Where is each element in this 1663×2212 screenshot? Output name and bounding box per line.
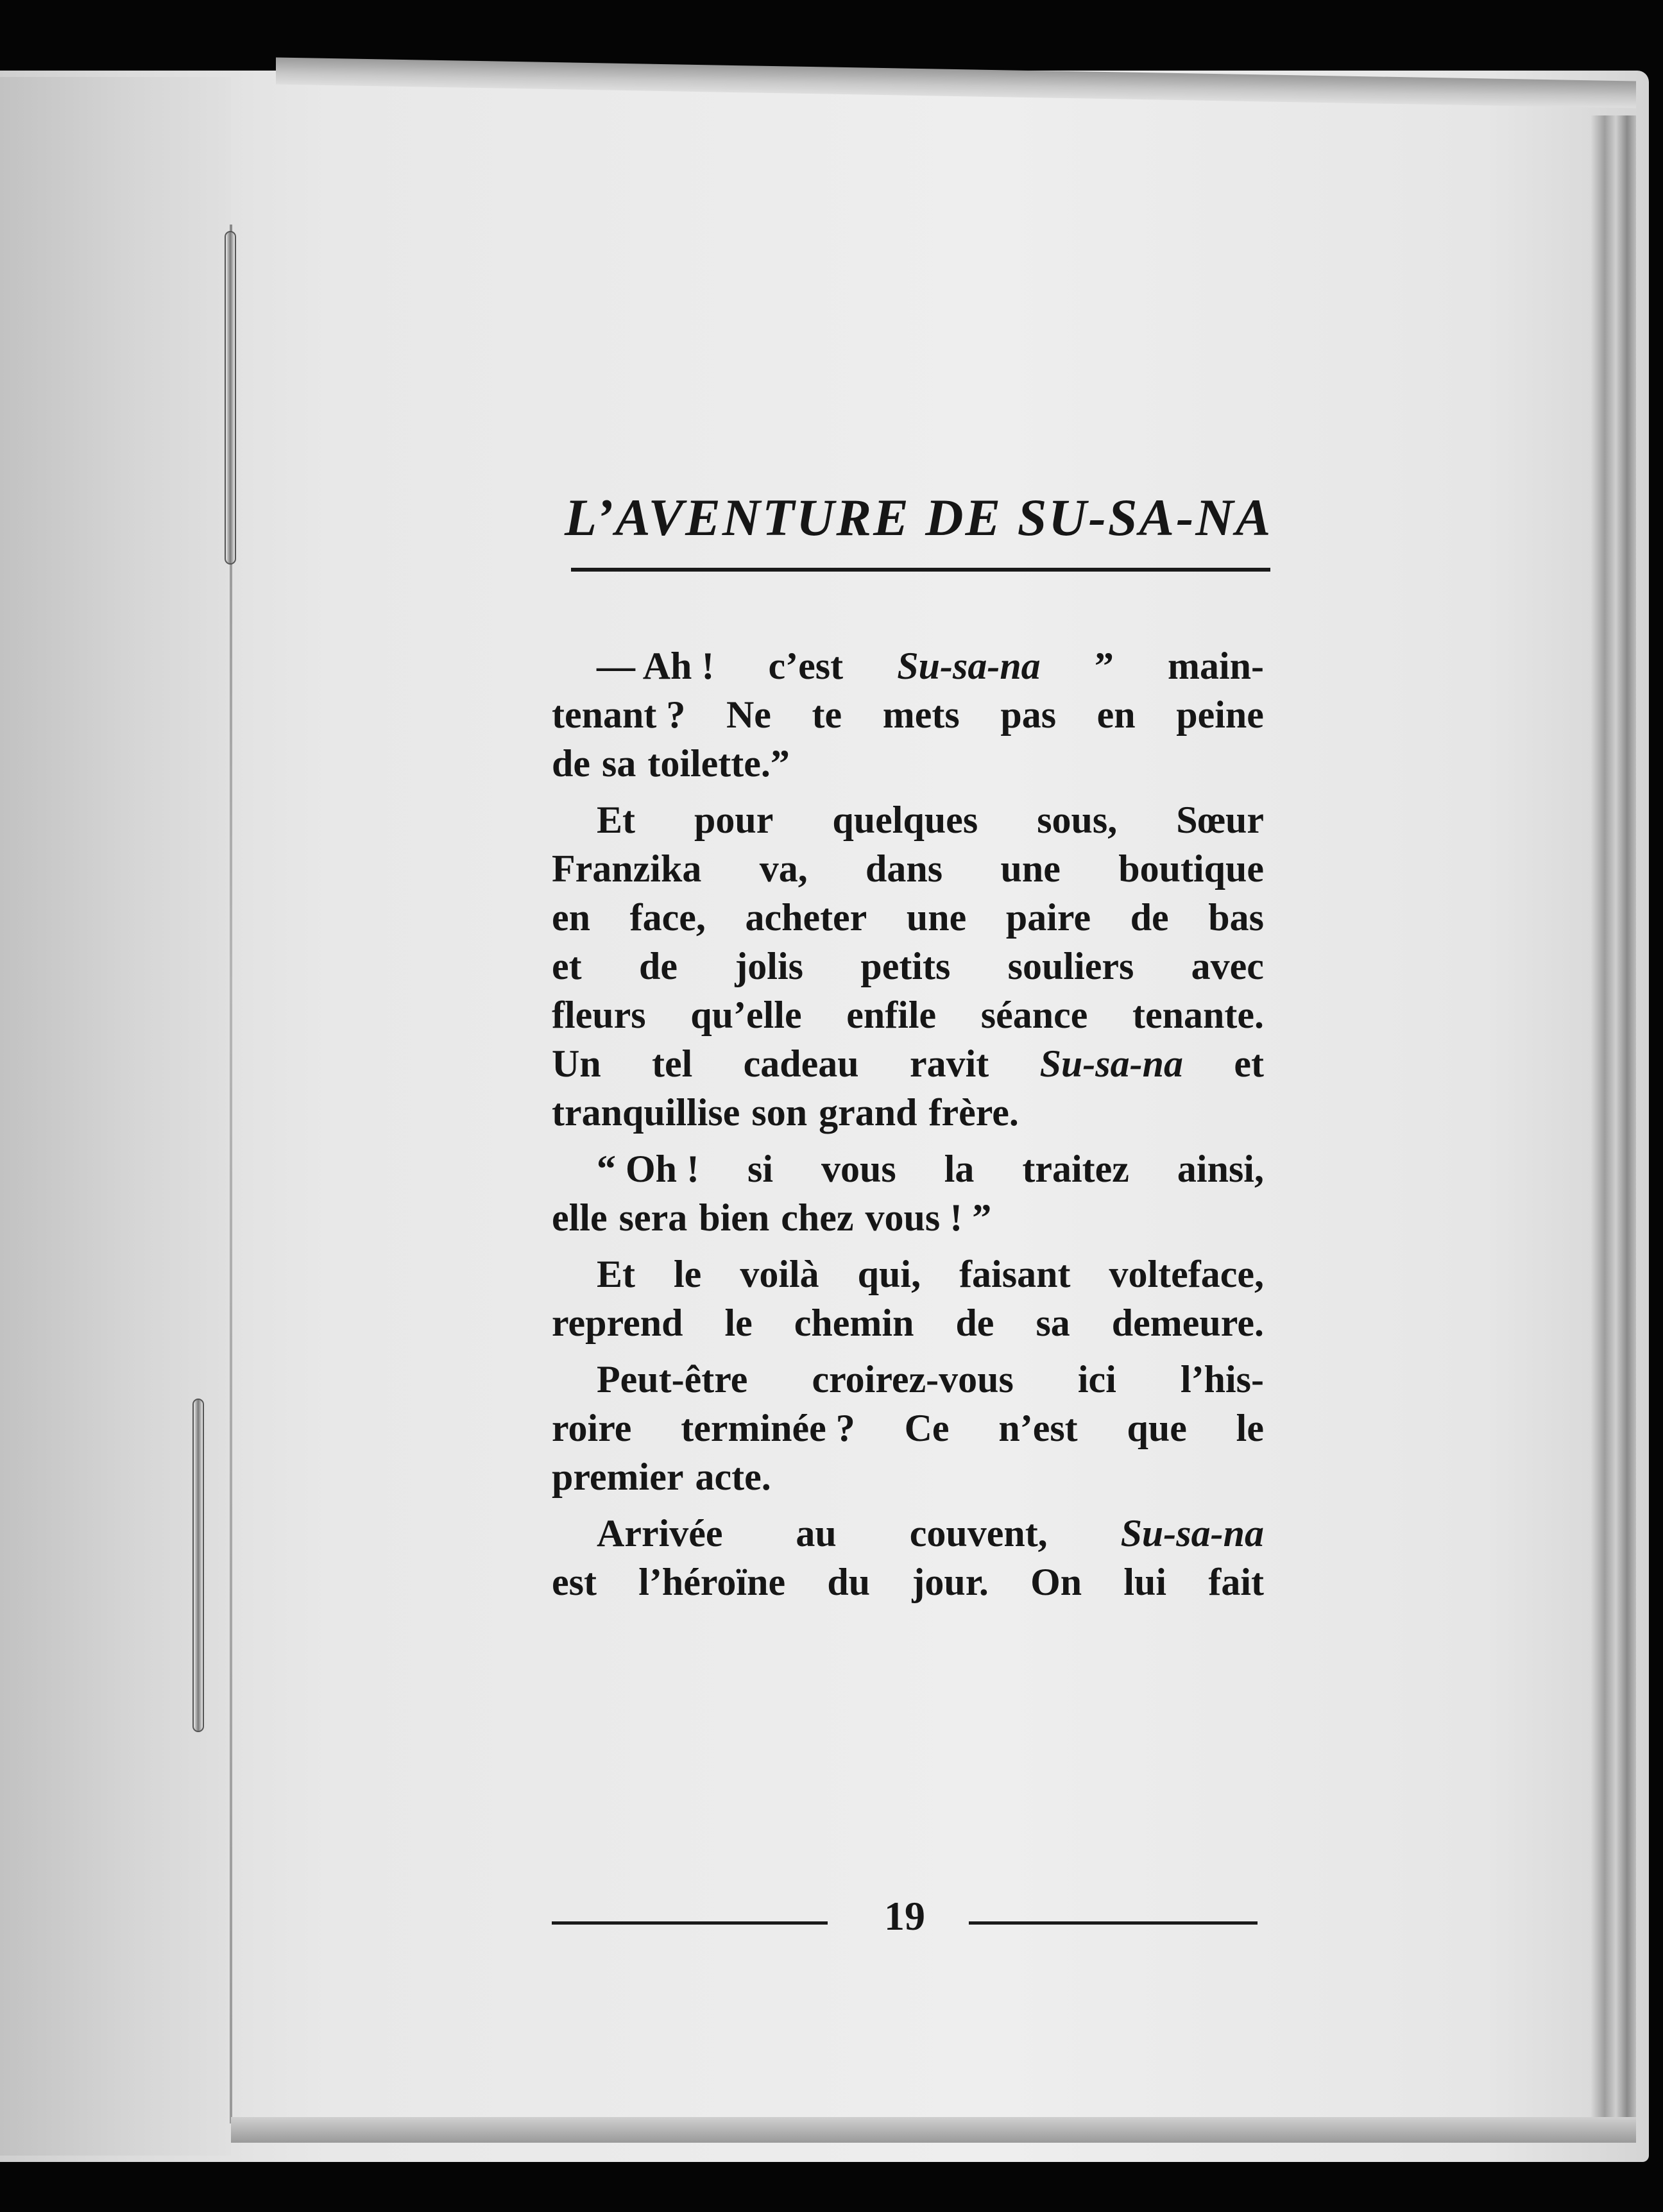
text-word: du: [827, 1561, 871, 1603]
text-word: faisant: [959, 1253, 1071, 1295]
text-word: lui: [1123, 1561, 1167, 1603]
text-word: premier: [552, 1456, 684, 1498]
text-word: cadeau: [743, 1042, 859, 1085]
text-word: une: [1000, 847, 1061, 890]
footer-rule-left: [552, 1921, 828, 1925]
text-word: n’est: [998, 1407, 1078, 1449]
text-word: le: [724, 1302, 753, 1344]
text-word: la: [944, 1148, 975, 1190]
text-line: [552, 1088, 1264, 1137]
binding-stitch-upper: [225, 231, 236, 565]
text-word: Un: [552, 1042, 601, 1085]
text-word: tenante.: [1132, 994, 1264, 1036]
text-word: une: [906, 896, 967, 939]
text-word: terminée ?: [681, 1407, 855, 1449]
text-word: de: [638, 945, 678, 987]
text-word: pas: [1000, 693, 1057, 736]
text-word: l’héroïne: [638, 1561, 786, 1603]
text-word: volteface,: [1109, 1253, 1264, 1295]
text-word: fleurs: [552, 994, 646, 1036]
text-word: va,: [759, 847, 808, 890]
text-word: qu’elle: [690, 994, 802, 1036]
text-word: ici: [1077, 1358, 1116, 1400]
text-word: couvent,: [909, 1512, 1048, 1554]
running-head: L’AVENTURE DE SU-SA-NA: [565, 488, 1273, 547]
text-word: traitez: [1022, 1148, 1129, 1190]
text-word: le: [674, 1253, 702, 1295]
text-word: paire: [1005, 896, 1091, 939]
page-footer: [552, 1893, 1264, 1950]
binding-stitch-lower: [192, 1399, 204, 1732]
text-line: [552, 1298, 1264, 1347]
text-line: [552, 893, 1264, 942]
text-word: l’his-: [1180, 1358, 1264, 1400]
footer-rule-right: [969, 1921, 1258, 1925]
text-line: [552, 1509, 1264, 1558]
text-word: et: [1234, 1042, 1264, 1085]
text-word: dans: [866, 847, 943, 890]
book-fore-edge: [1591, 115, 1636, 2143]
text-word: — Ah !: [597, 645, 715, 687]
text-word: Et: [597, 799, 635, 841]
text-word: On: [1030, 1561, 1082, 1603]
text-word: tenant ?: [552, 693, 686, 736]
text-word: fait: [1208, 1561, 1264, 1603]
text-word: acte.: [695, 1456, 771, 1498]
text-line: [552, 642, 1264, 690]
text-word: si: [747, 1148, 774, 1190]
text-word: elle: [552, 1196, 608, 1239]
text-word: chemin: [794, 1302, 914, 1344]
text-word: chez: [781, 1196, 854, 1239]
text-page: [552, 488, 1277, 1976]
text-word: frère.: [928, 1091, 1019, 1134]
text-line: [552, 1144, 1264, 1193]
text-word: Ce: [904, 1407, 950, 1449]
text-word: au: [796, 1512, 837, 1554]
text-word: et: [552, 945, 582, 987]
text-word: jolis: [735, 945, 803, 987]
text-word: sera: [618, 1196, 688, 1239]
text-line: [552, 1355, 1264, 1404]
text-word: ”: [1094, 645, 1114, 687]
text-word: face,: [629, 896, 706, 939]
text-word: de: [552, 742, 590, 785]
text-line: [552, 1404, 1264, 1452]
text-word: quelques: [832, 799, 978, 841]
text-word: vous ! ”: [865, 1196, 992, 1239]
text-word: Su-sa-na: [1120, 1512, 1264, 1554]
text-word: ainsi,: [1177, 1148, 1264, 1190]
text-line: [552, 795, 1264, 844]
text-word: le: [1236, 1407, 1264, 1449]
text-word: Peut-être: [597, 1358, 748, 1400]
text-word: grand: [819, 1091, 917, 1134]
text-word: c’est: [768, 645, 844, 687]
text-word: Et: [597, 1253, 635, 1295]
text-line: [552, 1039, 1264, 1088]
running-head-rule: [571, 568, 1270, 572]
text-word: voilà: [740, 1253, 819, 1295]
page-number: 19: [884, 1893, 925, 1939]
text-word: est: [552, 1561, 597, 1603]
text-word: toilette.”: [647, 742, 790, 785]
text-word: séance: [980, 994, 1088, 1036]
text-word: Franzika: [552, 847, 702, 890]
text-line: [552, 991, 1264, 1039]
text-word: Sœur: [1176, 799, 1264, 841]
text-word: pour: [694, 799, 774, 841]
text-word: sa: [1036, 1302, 1070, 1344]
text-word: petits: [860, 945, 951, 987]
text-word: sous,: [1037, 799, 1118, 841]
text-word: “ Oh !: [597, 1148, 700, 1190]
text-line: [552, 690, 1264, 739]
text-line: [552, 844, 1264, 893]
text-word: sa: [602, 742, 636, 785]
text-word: roire: [552, 1407, 632, 1449]
text-word: souliers: [1007, 945, 1134, 987]
text-word: bien: [699, 1196, 770, 1239]
text-word: reprend: [552, 1302, 683, 1344]
text-word: en: [552, 896, 590, 939]
text-word: son: [751, 1091, 808, 1134]
text-word: Su-sa-na: [897, 645, 1041, 687]
text-word: tel: [652, 1042, 693, 1085]
text-word: de: [1130, 896, 1169, 939]
text-word: croirez-vous: [812, 1358, 1014, 1400]
text-word: boutique: [1118, 847, 1264, 890]
text-word: avec: [1191, 945, 1264, 987]
text-word: qui,: [857, 1253, 921, 1295]
text-word: Ne: [726, 693, 771, 736]
text-line: [552, 942, 1264, 991]
text-word: mets: [882, 693, 960, 736]
text-word: jour.: [912, 1561, 989, 1603]
text-word: de: [955, 1302, 994, 1344]
book-bottom-edge: [231, 2117, 1636, 2143]
text-word: main-: [1168, 645, 1264, 687]
text-word: demeure.: [1111, 1302, 1264, 1344]
text-line: [552, 739, 1264, 788]
text-word: bas: [1208, 896, 1264, 939]
text-word: que: [1127, 1407, 1187, 1449]
text-word: peine: [1176, 693, 1264, 736]
text-line: [552, 1193, 1264, 1242]
body-text: [552, 642, 1264, 1606]
text-word: en: [1096, 693, 1136, 736]
text-word: tranquillise: [552, 1091, 740, 1134]
text-line: [552, 1558, 1264, 1606]
text-word: Arrivée: [597, 1512, 723, 1554]
text-word: te: [812, 693, 842, 736]
text-word: Su-sa-na: [1039, 1042, 1183, 1085]
text-word: ravit: [909, 1042, 989, 1085]
text-line: [552, 1250, 1264, 1298]
text-word: enfile: [846, 994, 937, 1036]
text-word: vous: [821, 1148, 896, 1190]
left-page-margin: [0, 77, 231, 2156]
text-word: acheter: [745, 896, 867, 939]
text-line: [552, 1452, 1264, 1501]
